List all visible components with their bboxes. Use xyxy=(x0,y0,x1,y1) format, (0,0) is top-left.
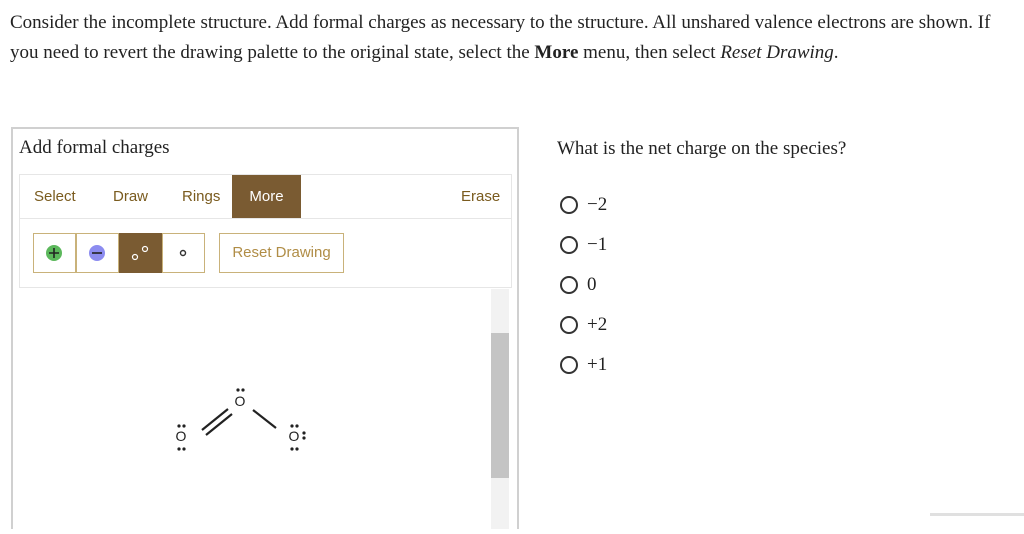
question-prompt xyxy=(10,8,1020,68)
radio-button[interactable] xyxy=(560,316,578,334)
canvas-scrollbar[interactable] xyxy=(491,289,509,529)
prompt-reset-word: Reset Drawing xyxy=(720,42,834,63)
reset-drawing-button[interactable]: Reset Drawing xyxy=(219,233,344,273)
radio-button[interactable] xyxy=(560,356,578,374)
answer-option-label: 0 xyxy=(587,274,597,295)
electron-pair-icon xyxy=(120,234,161,272)
double-bond[interactable] xyxy=(202,409,232,435)
tab-select[interactable]: Select xyxy=(34,188,76,205)
answer-option-label: +2 xyxy=(587,314,608,335)
answer-option-label: +1 xyxy=(587,354,608,375)
tab-draw[interactable]: Draw xyxy=(113,188,149,205)
answer-option-pos2[interactable] xyxy=(560,313,607,337)
radio-button[interactable] xyxy=(560,196,578,214)
erase-button[interactable]: Erase xyxy=(461,188,501,205)
panel-title: Add formal charges xyxy=(19,137,170,158)
answer-option-pos1[interactable] xyxy=(560,353,607,377)
answer-option-label: −2 xyxy=(587,194,608,215)
atom-center-o[interactable]: O xyxy=(234,393,246,409)
negative-charge-button[interactable] xyxy=(76,233,119,273)
prompt-more-word: More xyxy=(534,42,579,63)
prompt-text: Consider the incomplete structure. Add formal charges as necessary to the structure. All unshared valence electrons are shown. If you need to revert the drawing palette to the original state, select the xyxy=(10,12,991,63)
tab-rings[interactable]: Rings xyxy=(182,188,221,205)
scrollbar-thumb[interactable] xyxy=(491,333,509,478)
prompt-text-3: . xyxy=(833,42,839,63)
atom-left-o[interactable]: O xyxy=(175,428,187,444)
net-charge-question: What is the net charge on the species? xyxy=(557,138,847,159)
tab-more[interactable]: More xyxy=(232,175,301,218)
plus-charge-icon xyxy=(34,234,75,272)
atom-right-o[interactable]: O xyxy=(288,428,300,444)
answer-option-0[interactable] xyxy=(560,273,597,297)
radio-button[interactable] xyxy=(560,236,578,254)
minus-charge-icon xyxy=(77,234,118,272)
drawing-toolbar xyxy=(19,174,512,219)
more-submenu xyxy=(19,217,512,288)
drawing-panel xyxy=(11,127,519,529)
radical-pair-button[interactable] xyxy=(119,233,162,273)
answer-option-label: −1 xyxy=(587,234,608,255)
lone-electron-button[interactable] xyxy=(162,233,205,273)
molecule-structure xyxy=(19,289,489,529)
positive-charge-button[interactable] xyxy=(33,233,76,273)
drawing-canvas[interactable] xyxy=(19,289,489,529)
radio-button[interactable] xyxy=(560,276,578,294)
single-bond[interactable] xyxy=(253,410,276,428)
answer-option-neg2[interactable] xyxy=(560,193,607,217)
answer-option-neg1[interactable] xyxy=(560,233,607,257)
electron-dot-icon xyxy=(163,234,204,272)
prompt-text-2: menu, then select xyxy=(578,42,721,63)
